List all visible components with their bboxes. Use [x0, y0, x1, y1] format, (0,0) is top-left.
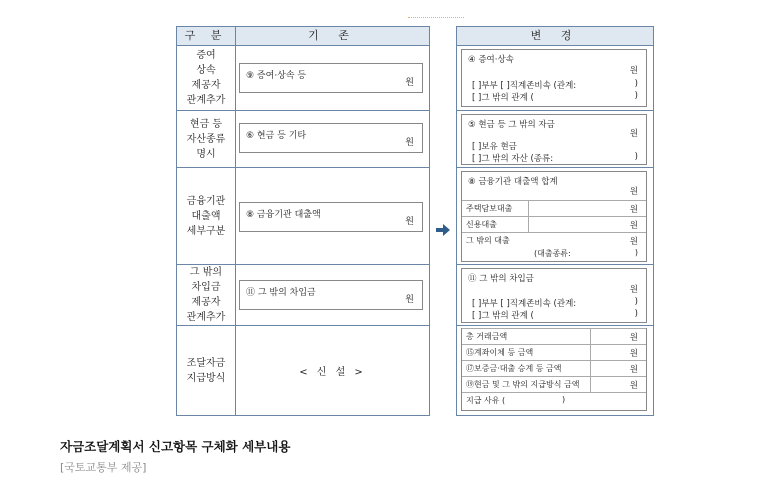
other-relation-checkbox: [ ]그 밖의 관계 ( [472, 311, 534, 321]
loan-row [462, 232, 646, 261]
field-label: ⑪ 그 밖의 차입금 [246, 288, 316, 298]
paren-close: ) [634, 91, 638, 101]
payment-row [462, 328, 646, 344]
after-table [456, 26, 654, 416]
new-item-label: < 신 설 > [299, 367, 366, 378]
unit-label: 원 [405, 138, 414, 148]
unit-label: 원 [405, 295, 414, 305]
table-row [177, 168, 429, 265]
payment-row [462, 344, 646, 360]
form-field-box [239, 280, 423, 310]
decorative-dotted-line [408, 17, 464, 18]
field-label: ⑤ 현금 등 그 밖의 자금 [468, 120, 555, 130]
field-label: ⑧ 금융기관 대출액 [246, 210, 321, 220]
unit-label: 원 [629, 333, 638, 343]
table-row [457, 111, 653, 168]
unit-label: 원 [629, 365, 638, 375]
payment-row [462, 360, 646, 376]
field-label: ⑪ 그 밖의 차입금 [468, 274, 534, 284]
unit-label: 원 [629, 349, 638, 359]
unit-label: 원 [629, 66, 638, 76]
field-label: ⑥ 현금 등 기타 [246, 131, 307, 141]
before-table-header [177, 27, 429, 46]
loan-label: 그 밖의 대출 [466, 236, 510, 245]
table-row [457, 265, 653, 326]
payment-label: ⑲현금 및 그 밖의 지급방식 금액 [466, 380, 580, 389]
form-field-box [461, 268, 647, 323]
table-row [177, 46, 429, 111]
payment-label: 총 거래금액 [466, 332, 508, 341]
unit-label: 원 [629, 187, 638, 197]
paren-close: ) [634, 248, 638, 257]
table-row [177, 111, 429, 168]
unit-label: 원 [405, 78, 414, 88]
image-credit: [국토교통부 제공] [60, 461, 147, 474]
other-asset-checkbox: [ ]그 밖의 자산 (종류: [472, 154, 554, 164]
header-existing: 기 존 [308, 29, 357, 42]
table-row [177, 326, 429, 415]
row-category: 조달자금 지급방식 [177, 326, 236, 415]
unit-label: 원 [629, 285, 638, 295]
table-row [457, 326, 653, 415]
arrow-right-icon [436, 224, 450, 236]
loan-label: 신용대출 [466, 220, 497, 229]
row-category: 그 밖의 차입금 제공자 관계추가 [177, 265, 236, 325]
table-row [457, 168, 653, 265]
loan-row [462, 200, 646, 216]
unit-label: 원 [405, 217, 414, 227]
field-label: ⑧ 금융기관 대출액 합계 [468, 177, 558, 187]
form-field-box [239, 63, 423, 93]
loan-row [462, 216, 646, 232]
unit-label: 원 [629, 205, 638, 215]
field-label: ④ 증여·상속 [468, 55, 514, 65]
loan-type-label: (대출종류: [534, 249, 571, 258]
paren-close: ) [634, 297, 638, 307]
form-field-box [239, 123, 423, 153]
payment-label: ⑮계좌이체 등 금액 [466, 348, 534, 357]
other-relation-checkbox: [ ]그 밖의 관계 ( [472, 93, 534, 103]
unit-label: 원 [629, 221, 638, 231]
payment-reason-row [462, 392, 646, 410]
table-row [457, 46, 653, 111]
loan-breakdown-box [461, 171, 647, 262]
form-field-box [461, 49, 647, 107]
row-category: 증여 상속 제공자 관계추가 [177, 46, 236, 110]
field-label: ⑨ 증여·상속 등 [246, 71, 307, 81]
relation-checkboxes: [ ]부부 [ ]직계존비속 (관계: [472, 81, 577, 91]
form-field-box [461, 114, 647, 165]
reason-label: 지급 사유 ( [466, 396, 506, 405]
unit-label: 원 [629, 129, 638, 139]
relation-checkboxes: [ ]부부 [ ]직계존비속 (관계: [472, 299, 577, 309]
row-category: 금융기관 대출액 세부구분 [177, 168, 236, 264]
loan-label: 주택담보대출 [466, 204, 513, 213]
payment-method-box [461, 328, 647, 411]
header-category: 구 분 [177, 27, 236, 45]
table-row [177, 265, 429, 326]
before-table [176, 26, 430, 416]
payment-label: ⑰보증금·대출 승계 등 금액 [466, 364, 562, 373]
row-category: 현금 등 자산종류 명시 [177, 111, 236, 167]
figure-caption: 자금조달계획서 신고항목 구체화 세부내용 [60, 439, 291, 454]
unit-label: 원 [629, 237, 638, 247]
payment-row [462, 376, 646, 392]
paren-close: ) [634, 309, 638, 319]
paren-close: ) [634, 152, 638, 162]
form-field-box [239, 202, 423, 232]
unit-label: 원 [629, 381, 638, 391]
header-changed: 변 경 [457, 27, 653, 46]
cash-checkbox: [ ]보유 현금 [472, 142, 517, 152]
paren-close: ) [634, 79, 638, 89]
paren-close: ) [562, 395, 566, 404]
